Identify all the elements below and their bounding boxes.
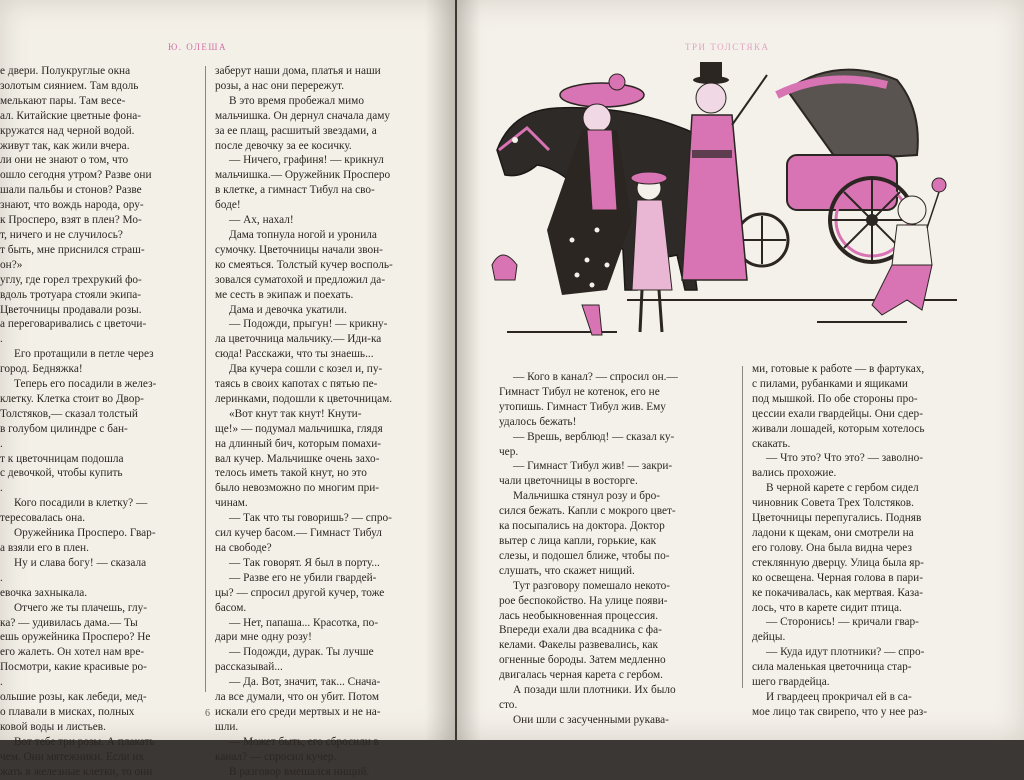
text-line: слезы, и подошел ближе, чтобы по-: [499, 549, 670, 562]
text-line: рое беспокойство. На улице появи-: [499, 594, 668, 607]
text-line: вал кучер. Мальчишке очень захо-: [215, 452, 380, 465]
text-line: ольшие розы, как лебеди, мед-: [0, 691, 147, 704]
text-line: В черной карете с гербом сидел: [766, 482, 919, 495]
left-text-column-2: [215, 64, 443, 778]
text-line: ладони к щекам, они смотрели на: [752, 526, 914, 539]
text-line: Толстяков,— сказал толстый: [0, 407, 138, 420]
text-line: шали пальбы и стонов? Разве: [0, 184, 142, 197]
text-line: Они шли с засученными рукава-: [513, 713, 669, 726]
text-line: Цветочницы перепугались. Подняв: [752, 512, 922, 525]
text-line: зовался суматохой и предложил да-: [215, 273, 386, 286]
text-line: Впереди ехали два всадника с фа-: [499, 624, 662, 637]
text-line: с девочкой, чтобы купить: [0, 467, 123, 480]
text-line: — Подожди, прыгун! — крикну-: [229, 318, 388, 331]
text-line: знают, что вождь народа, ору-: [0, 199, 144, 212]
text-line: Цветочницы продавали розы.: [0, 303, 142, 316]
text-line: кружатся над черной водой.: [0, 124, 135, 137]
text-line: — Куда идут плотники? — спро-: [766, 646, 925, 659]
text-line: на свободе?: [215, 542, 272, 554]
text-line: ли они не знают о том, что: [0, 154, 129, 167]
text-line: вались прохожие.: [752, 467, 837, 480]
text-line: стеклянную дверцу. Улица была яр-: [752, 556, 924, 569]
text-line: в клетке, а гимнаст Тибул на сво-: [215, 184, 375, 197]
text-line: — Ничего, графиня! — крикнул: [229, 154, 384, 167]
text-line: — Так что ты говоришь? — спро-: [229, 512, 392, 525]
text-line: В разговор вмешался нищий.: [229, 765, 370, 778]
text-line: чали цветочницы в восторге.: [499, 475, 638, 488]
text-line: сил кучер басом.— Гимнаст Тибул: [215, 527, 382, 540]
text-line: с пилами, рубанками и ящиками: [752, 377, 908, 390]
text-line: телось иметь такой кнут, но это: [215, 467, 367, 480]
text-line: .: [0, 676, 3, 689]
text-line: он?»: [0, 258, 23, 271]
text-line: Вот тебе три розы. А плакать: [14, 735, 155, 748]
text-line: было невозможно по многим при-: [215, 482, 380, 495]
text-line: А позади шли плотники. Их было: [513, 684, 676, 697]
carriage-figure: [736, 70, 918, 266]
text-line: чинам.: [215, 497, 248, 510]
text-line: .: [0, 333, 3, 346]
text-line: ка? — удивилась дама.— Ты: [0, 616, 138, 629]
text-line: углу, где горел трехрукий фо-: [0, 273, 142, 286]
text-line: мелькают пары. Там весе-: [0, 94, 126, 107]
text-line: на длинный бич, которым помахи-: [215, 437, 382, 450]
text-line: Дама топнула ногой и уронила: [229, 228, 377, 241]
text-line: сто.: [499, 698, 518, 711]
text-line: шли.: [215, 720, 239, 733]
text-line: Теперь его посадили в желез-: [14, 378, 157, 391]
text-line: утопишь. Гимнаст Тибул жив. Ему: [499, 400, 666, 413]
text-line: к Просперо, взят в плен? Мо-: [0, 214, 142, 227]
text-line: ко смеяться. Толстый кучер восполь-: [215, 258, 393, 271]
text-line: — Может быть, его сбросили в: [229, 735, 379, 748]
text-line: ал. Китайские цветные фона-: [0, 109, 142, 122]
text-line: .: [0, 437, 3, 450]
text-line: .: [0, 482, 3, 495]
text-line: Дама и девочка укатили.: [229, 303, 347, 316]
text-line: ми, готовые к работе — в фартуках,: [752, 363, 925, 375]
text-line: т, ничего и не случилось?: [0, 228, 123, 241]
left-page: [0, 0, 455, 778]
text-line: — Разве его не убили гвардей-: [229, 571, 377, 584]
text-line: слушать, что скажет нищий.: [499, 564, 635, 577]
text-line: таясь в своих капотах с пятью пе-: [215, 378, 378, 391]
text-line: боде!: [215, 199, 241, 212]
text-line: ще!» — подумал мальчишка, глядя: [215, 422, 383, 435]
page-number: 6: [205, 708, 210, 719]
text-line: Тут разговору помешало некото-: [513, 579, 670, 592]
text-line: — Подожди, дурак. Ты лучше: [229, 646, 374, 659]
text-line: за ее плащ, расшитый звездами, а: [215, 124, 377, 137]
text-line: чер.: [499, 445, 519, 458]
text-line: чем. Они мятежники. Если их: [0, 750, 145, 763]
text-line: дари мне одну розу!: [215, 631, 312, 644]
left-text-column-1: [0, 64, 186, 778]
text-line: лась необыкновенная процессия.: [499, 609, 659, 622]
text-line: живут так, как жили вчера.: [0, 139, 130, 152]
right-page: [457, 0, 1024, 740]
text-line: жать в железные клетки, то они: [0, 765, 153, 778]
text-line: Два кучера сошли с козел и, пу-: [229, 363, 383, 376]
column-divider: [205, 66, 206, 692]
text-line: леринками, подошли к цветочницам.: [215, 392, 393, 405]
text-line: Ну и слава богу! — сказала: [14, 556, 147, 569]
text-line: вдоль тротуара стояли экипа-: [0, 288, 142, 301]
text-line: — Ах, нахал!: [229, 214, 294, 227]
text-line: в голубом цилиндре с бан-: [0, 422, 128, 435]
text-line: ка посыпались на доктора. Доктор: [499, 520, 665, 533]
text-line: город. Бедняжка!: [0, 363, 83, 376]
text-line: — Так говорят. Я был в порту...: [229, 556, 380, 569]
text-line: удалось бежать!: [499, 415, 577, 428]
text-line: его голову. Она была видна через: [752, 541, 912, 554]
text-line: басом.: [215, 601, 247, 614]
text-line: сюда! Расскажи, что ты знаешь...: [215, 348, 374, 361]
text-line: ке покачивалась, как мертвая. Каза-: [752, 586, 924, 599]
coachman-figure: [682, 62, 767, 280]
text-line: его жалеть. Он хотел нам вре-: [0, 646, 145, 659]
right-text-column-1: [499, 370, 731, 726]
text-line: ковой воды и листьев.: [0, 720, 106, 733]
text-line: искали его среди мертвых и не на-: [215, 705, 381, 718]
text-line: «Вот кнут так кнут! Кнути-: [229, 407, 362, 420]
text-line: т быть, мне приснился страш-: [0, 243, 145, 256]
text-line: Посмотри, какие красивые ро-: [0, 661, 147, 674]
text-line: Мальчишка стянул розу и бро-: [513, 490, 660, 503]
text-line: сумочку. Цветочницы начали звон-: [215, 243, 383, 256]
text-line: а переговаривались с цветочи-: [0, 318, 147, 331]
illustration-carriage-scene: [487, 50, 982, 350]
text-line: тересовалась она.: [0, 512, 86, 525]
text-line: ла все думали, что он убит. Потом: [215, 691, 380, 704]
text-line: живали лошадей, которым хотелось: [752, 422, 925, 435]
text-line: — Кого в канал? — спросил он.—: [513, 371, 678, 383]
text-line: ошло сегодня утром? Разве они: [0, 169, 152, 182]
text-line: скакать.: [752, 437, 791, 450]
text-line: И гвардеец прокричал ей в са-: [766, 690, 912, 703]
gutter-shadow: [457, 0, 481, 740]
text-line: Оружейника Просперо. Гвар-: [14, 527, 156, 540]
text-line: канал? — спросил кучер.: [215, 750, 337, 763]
text-line: ешь оружейника Просперо? Не: [0, 631, 151, 644]
text-line: цессии ехали гвардейцы. Они сдер-: [752, 407, 923, 420]
text-line: Гимнаст Тибул не котенок, его не: [499, 385, 660, 398]
text-line: евочка захныкала.: [0, 586, 88, 599]
text-line: Кого посадили в клетку? —: [14, 497, 148, 510]
text-line: розы, а нас они перережут.: [215, 79, 345, 92]
text-line: клетку. Клетка стоит во Двор-: [0, 392, 144, 405]
text-line: т к цветочницам подошла: [0, 452, 124, 465]
running-head-author: Ю. ОЛЕША: [168, 42, 227, 52]
text-line: келами. Факелы развевались, как: [499, 639, 658, 652]
text-line: сился бежать. Капли с мокрого цвет-: [499, 505, 676, 518]
running-head-title: ТРИ ТОЛСТЯКА: [685, 42, 770, 52]
text-line: мальчишка. Он дернул сначала даму: [215, 109, 391, 122]
right-text-column-2: [752, 362, 982, 718]
text-line: ла цветочница мальчику.— Иди-ка: [215, 333, 382, 346]
text-line: двигалась черная карета с гербом.: [499, 669, 663, 682]
text-line: под мышкой. По обе стороны про-: [752, 392, 918, 405]
text-line: чиновник Совета Трех Толстяков.: [752, 497, 914, 510]
text-line: — Да. Вот, значит, так... Снача-: [229, 676, 381, 689]
text-line: В это время пробежал мимо: [229, 94, 364, 107]
text-line: о плавали в мисках, полных: [0, 705, 135, 718]
text-line: Отчего же ты плачешь, глу-: [14, 601, 148, 614]
text-line: заберут наши дома, платья и наши: [215, 65, 381, 77]
text-line: — Что это? Что это? — заволно-: [766, 452, 924, 465]
text-line: вытер с лица капли, горькие, как: [499, 534, 657, 547]
text-line: .: [0, 571, 3, 584]
text-line: после девочку за ее косичку.: [215, 139, 352, 152]
text-line: — Нет, папаша... Красотка, по-: [229, 616, 379, 629]
text-line: Его протащили в петле через: [14, 348, 154, 361]
text-line: шего гвардейца.: [752, 676, 830, 689]
gutter-shadow: [425, 0, 455, 740]
text-line: дейцы.: [752, 631, 786, 644]
text-line: — Сторонись! — кричали гвар-: [766, 616, 919, 629]
text-line: цы? — спросил другой кучер, тоже: [215, 586, 385, 599]
text-line: мое лицо так свирепо, что у нее раз-: [752, 705, 927, 718]
column-divider: [742, 366, 743, 688]
text-line: ме сесть в экипаж и поехать.: [215, 288, 354, 301]
text-line: сила маленькая цветочница стар-: [752, 661, 912, 674]
text-line: ко освещена. Черная голова в пари-: [752, 571, 923, 584]
text-line: рассказывай...: [215, 661, 283, 674]
text-line: лось, что в карете сидит птица.: [752, 601, 902, 614]
text-line: золотым сиянием. Там вдоль: [0, 79, 139, 92]
text-line: а взяли его в плен.: [0, 542, 89, 554]
text-line: — Гимнаст Тибул жив! — закри-: [513, 460, 673, 473]
text-line: е двери. Полукруглые окна: [0, 65, 131, 77]
text-line: мальчишка.— Оружейник Просперо: [215, 169, 391, 182]
text-line: огненные бороды. Затем медленно: [499, 654, 666, 667]
text-line: — Врешь, верблюд! — сказал ку-: [513, 430, 675, 443]
